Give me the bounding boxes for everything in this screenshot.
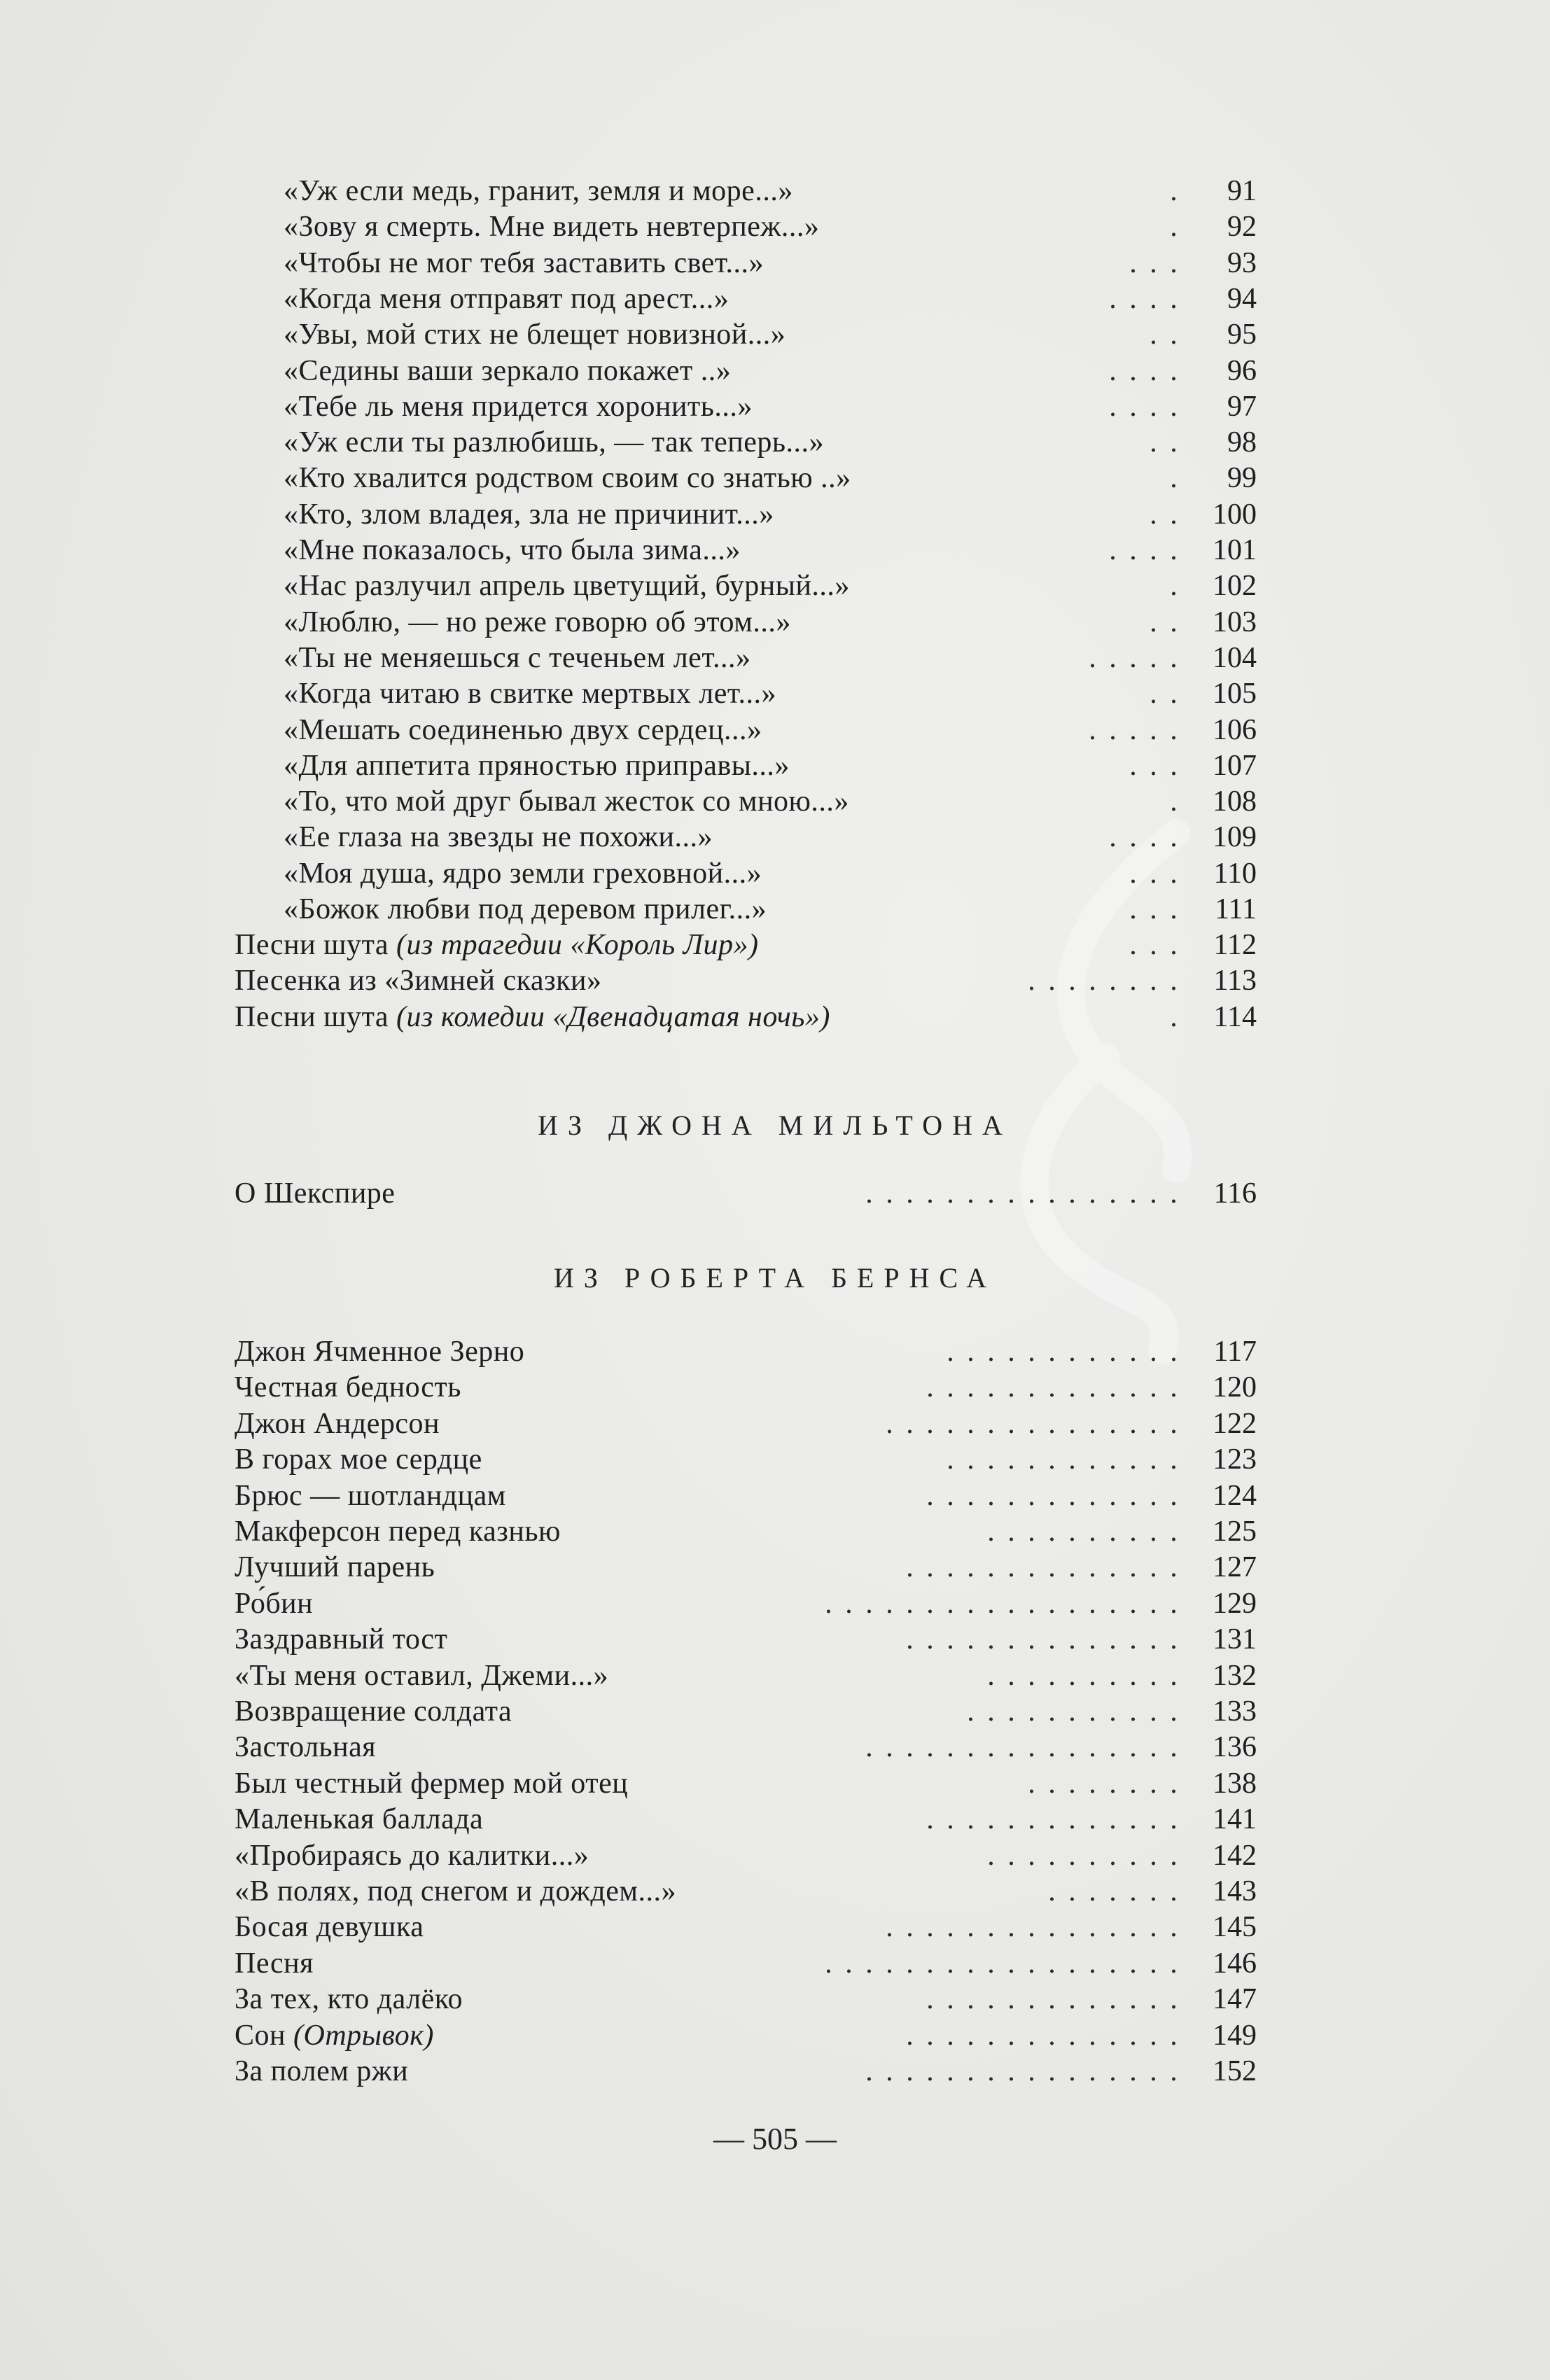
toc-entry-page-number: 116 (1213, 1177, 1257, 1210)
dot-leader: . . . . . . . . . . (987, 1659, 1178, 1692)
toc-entry-title (235, 1478, 506, 1514)
toc-entry-page-number: 105 (1213, 678, 1257, 710)
dot-leader: . (1170, 175, 1178, 207)
dot-leader: . . . . . . . . . . (987, 1839, 1178, 1872)
toc-entry-page-number: 103 (1213, 606, 1257, 638)
toc-entry[interactable] (284, 605, 1257, 640)
toc-entry-title: «Нас разлучил апрель цветущий, бурный...» (284, 570, 850, 603)
toc-entry-title: «Когда читаю в свитке мертвых лет...» (284, 678, 777, 710)
toc-entry[interactable] (235, 2054, 1257, 2090)
toc-entry-title (235, 2018, 434, 2054)
toc-entry[interactable] (235, 1874, 1257, 1910)
toc-entry-page-number: 101 (1213, 534, 1257, 566)
toc-entry-page-number: 122 (1213, 1407, 1257, 1440)
toc-entry-page-number: 132 (1213, 1659, 1257, 1692)
dot-leader: . . (1150, 426, 1178, 459)
toc-entry[interactable] (284, 892, 1257, 927)
toc-entry[interactable] (284, 676, 1257, 712)
toc-entry-title: «Мешать соединенью двух сердец...» (284, 713, 762, 746)
toc-entry-title: «Люблю, — но реже говорю об этом...» (284, 606, 791, 638)
toc-entry-page-number: 152 (1213, 2055, 1257, 2087)
toc-entry-title: О Шекспире (235, 1177, 396, 1210)
toc-entry-title: «Ты не меняешься с теченьем лет...» (284, 641, 751, 674)
toc-entry-title-text: Босая девушка (235, 1911, 424, 1944)
toc-entry-title-text: Джон Андерсон (235, 1407, 440, 1440)
dot-leader: . . . (1129, 857, 1178, 890)
toc-entry-title (235, 1406, 440, 1442)
toc-entry[interactable] (284, 246, 1257, 281)
toc-entry[interactable] (284, 856, 1257, 892)
toc-entry-title-text: Песни шута (235, 1000, 396, 1033)
toc-entry-page-number: 125 (1213, 1516, 1257, 1548)
toc-entry[interactable] (235, 1802, 1257, 1837)
toc-entry-title-text: Честная бедность (235, 1371, 461, 1404)
toc-entry-title (235, 927, 759, 963)
toc-entry[interactable] (284, 533, 1257, 568)
toc-entry-page-number: 111 (1215, 893, 1257, 925)
toc-entry-title-text: Песенка из «Зимней сказки» (235, 965, 602, 997)
toc-entry-page-number: 143 (1213, 1875, 1257, 1907)
toc-entry-page-number: 100 (1213, 498, 1257, 531)
toc-entry-title (235, 1334, 524, 1370)
toc-entry[interactable] (284, 784, 1257, 820)
toc-entry[interactable] (284, 281, 1257, 317)
dot-leader: . . . . . (1089, 713, 1178, 746)
dot-leader: . . . . . (1089, 641, 1178, 674)
toc-entry-title (235, 1730, 376, 1765)
toc-entry-page-number: 124 (1213, 1479, 1257, 1512)
toc-entry-page-number: 136 (1213, 1731, 1257, 1764)
toc-entry-title-text: «Ты меня оставил, Джеми...» (235, 1659, 609, 1692)
dot-leader: . . (1150, 678, 1178, 710)
toc-entry[interactable] (235, 1514, 1257, 1550)
toc-entry-title (235, 1694, 512, 1730)
dot-leader: . . . . . . . . (1028, 1767, 1178, 1800)
toc-entry[interactable] (284, 640, 1257, 676)
dot-leader: . . . . . . . . . . . . (947, 1443, 1178, 1476)
toc-entry[interactable] (235, 1550, 1257, 1586)
toc-entry-page-number: 92 (1227, 211, 1257, 244)
toc-entry[interactable] (284, 497, 1257, 533)
toc-entry[interactable] (284, 425, 1257, 461)
toc-entry-title-italic: (Отрывок) (293, 2019, 434, 2052)
dot-leader: . . . (1129, 246, 1178, 279)
dot-leader: . . . . . . . . . . . . . . . (886, 1911, 1178, 1944)
toc-entry-title-text: Брюс — шотландцам (235, 1479, 506, 1512)
toc-entry-title: «Уж если медь, гранит, земля и море...» (284, 175, 793, 207)
toc-entry-page-number: 109 (1213, 821, 1257, 854)
toc-entry-page-number: 117 (1213, 1336, 1257, 1368)
dot-leader: . . . . . . . . . . . . . . (906, 2019, 1178, 2052)
toc-entry-title-text: Джон Ячменное Зерно (235, 1336, 525, 1368)
dot-leader: . . . . . . . . . . . (967, 1695, 1178, 1728)
toc-entry[interactable] (235, 963, 1257, 999)
dot-leader: . . . . . . . . . . . . . . . . . . (825, 1947, 1178, 1980)
toc-entry-page-number: 145 (1213, 1911, 1257, 1944)
toc-entry-title: «Ее глаза на звезды не похожи...» (284, 821, 713, 854)
toc-entry-title-text: Заздравный тост (235, 1623, 448, 1656)
toc-entry[interactable] (235, 1766, 1257, 1802)
toc-entry-title-text: Возвращение солдата (235, 1695, 512, 1728)
toc-entry-title (235, 1910, 424, 1945)
dot-leader: . (1170, 1000, 1178, 1033)
toc-entry-title: «Кто хвалится родством своим со знатью ..» (284, 462, 851, 495)
toc-entry[interactable] (284, 713, 1257, 748)
dot-leader: . . . . . . . . . . . . . . . . (865, 1731, 1178, 1764)
toc-entry-page-number: 142 (1213, 1839, 1257, 1872)
dot-leader: . . . . . . . . . . . . . (926, 1371, 1178, 1404)
toc-entry-title-text: Был честный фермер мой отец (235, 1767, 629, 1800)
dot-leader: . . . . . . . . . . . . . . (906, 1623, 1178, 1656)
toc-entry[interactable] (235, 1334, 1257, 1370)
toc-entry[interactable] (235, 1838, 1257, 1874)
toc-entry-page-number: 133 (1213, 1695, 1257, 1728)
dot-leader: . . (1150, 318, 1178, 351)
toc-entry-page-number: 131 (1213, 1623, 1257, 1656)
toc-entry-title (235, 1946, 314, 1982)
toc-entry-page-number: 120 (1213, 1371, 1257, 1404)
dot-leader: . . (1150, 498, 1178, 531)
dot-leader: . . . (1129, 929, 1178, 961)
toc-entry-page-number: 141 (1213, 1803, 1257, 1836)
toc-entry-title: «Для аппетита пряностью приправы...» (284, 749, 790, 782)
toc-entry[interactable] (284, 174, 1257, 209)
dot-leader: . (1170, 462, 1178, 495)
dot-leader: . (1170, 570, 1178, 603)
toc-entry-page-number: 127 (1213, 1551, 1257, 1584)
dot-leader: . (1170, 785, 1178, 818)
toc-entry[interactable] (235, 1406, 1257, 1442)
toc-entry-page-number: 110 (1213, 857, 1257, 890)
dot-leader: . . . . . . . . . . . . . (926, 1983, 1178, 2016)
dot-leader: . . . . . . . . . . . . . . . (886, 1407, 1178, 1440)
toc-entry-title: «Чтобы не мог тебя заставить свет...» (284, 246, 764, 279)
dot-leader: . . . . . . . . . . . . (947, 1336, 1178, 1368)
dot-leader: . . . . . . . . . . . . . . . . . . (825, 1587, 1178, 1620)
toc-entry[interactable] (235, 1910, 1257, 1945)
dot-leader: . . . . (1109, 821, 1178, 854)
toc-entry-page-number: 104 (1213, 641, 1257, 674)
toc-entry-page-number: 95 (1227, 318, 1257, 351)
toc-entry-page-number: 138 (1213, 1767, 1257, 1800)
toc-entry[interactable] (284, 820, 1257, 855)
toc-entry-title-text: Песня (235, 1947, 314, 1980)
toc-entry-page-number: 107 (1213, 749, 1257, 782)
toc-entry-title: «Божок любви под деревом прилег...» (284, 893, 767, 925)
toc-entry[interactable] (235, 1478, 1257, 1514)
dot-leader: . . . . . . . (1048, 1875, 1178, 1907)
toc-entry[interactable] (235, 1000, 1257, 1035)
toc-entry-page-number: 114 (1213, 1000, 1257, 1033)
dot-leader: . . . . (1109, 390, 1178, 423)
toc-entry-title: «Уж если ты разлюбишь, — так теперь...» (284, 426, 824, 459)
toc-entry-page-number: 113 (1213, 965, 1257, 997)
toc-entry-page-number: 146 (1213, 1947, 1257, 1980)
toc-entry-title: «Зову я смерть. Мне видеть невтерпеж...» (284, 211, 820, 244)
toc-entry-title: «Тебе ль меня придется хоронить...» (284, 390, 753, 423)
toc-entry-title-italic: (из трагедии «Король Лир») (396, 929, 759, 961)
toc-entry[interactable] (235, 1622, 1257, 1658)
toc-entry[interactable] (284, 317, 1257, 353)
toc-entry[interactable] (284, 354, 1257, 389)
toc-entry-page-number: 149 (1213, 2019, 1257, 2052)
toc-entry-title (235, 1370, 461, 1406)
toc-entry-title: «Моя душа, ядро земли греховной...» (284, 857, 762, 890)
toc-entry[interactable] (284, 568, 1257, 604)
dot-leader: . (1170, 211, 1178, 244)
section-heading-milton: ИЗ ДЖОНА МИЛЬТОНА (538, 1110, 1012, 1141)
toc-entry[interactable] (235, 1982, 1257, 2017)
toc-entry-title: «Увы, мой стих не блещет новизной...» (284, 318, 786, 351)
toc-entry-title (235, 1442, 482, 1478)
toc-entry[interactable] (235, 1586, 1257, 1622)
toc-entry-title (235, 963, 602, 999)
toc-entry[interactable] (235, 2018, 1257, 2054)
toc-entry[interactable] (284, 389, 1257, 425)
toc-entry-title (235, 1586, 313, 1622)
toc-entry[interactable] (235, 1442, 1257, 1478)
toc-entry-page-number: 97 (1227, 390, 1257, 423)
toc-entry-page-number: 147 (1213, 1983, 1257, 2016)
toc-entry-page-number: 102 (1213, 570, 1257, 603)
toc-entry-page-number: 99 (1227, 462, 1257, 495)
toc-entry-title-text: Сон (235, 2019, 293, 2052)
toc-entry[interactable] (284, 461, 1257, 496)
toc-entry-title: «Кто, злом владея, зла не причинит...» (284, 498, 774, 531)
toc-entry-title (235, 1802, 483, 1837)
toc-entry-title (235, 1838, 589, 1874)
toc-entry-title-text: «Пробираясь до калитки...» (235, 1839, 589, 1872)
dot-leader: . . . (1129, 893, 1178, 925)
toc-entry[interactable] (284, 748, 1257, 784)
toc-entry-page-number: 129 (1213, 1587, 1257, 1620)
toc-entry-title (235, 1000, 830, 1035)
toc-entry-title (235, 1658, 608, 1694)
toc-entry[interactable] (235, 1694, 1257, 1730)
toc-entry-title (235, 1514, 561, 1550)
dot-leader: . . . (1129, 749, 1178, 782)
toc-entry-page-number: 98 (1227, 426, 1257, 459)
toc-entry[interactable] (284, 209, 1257, 245)
dot-leader: . . . . . . . . (1028, 965, 1178, 997)
toc-entry-title-text: Ро́бин (235, 1587, 314, 1620)
toc-entry-page-number: 96 (1227, 354, 1257, 387)
dot-leader: . . . . . . . . . . . . . (926, 1479, 1178, 1512)
dot-leader: . . . . . . . . . . . . . (926, 1803, 1178, 1836)
toc-entry-page-number: 91 (1227, 175, 1257, 207)
toc-entry-title-text: «В полях, под снегом и дождем...» (235, 1875, 676, 1907)
toc-entry-page-number: 112 (1213, 929, 1257, 961)
dot-leader: . . . . (1109, 282, 1178, 315)
toc-entry-title: «То, что мой друг бывал жесток со мною...» (284, 785, 849, 818)
toc-entry-title (235, 1550, 435, 1586)
toc-entry-title (235, 1874, 676, 1910)
dot-leader: . . . . (1109, 534, 1178, 566)
toc-entry-title (235, 1982, 463, 2017)
toc-entry-title: «Мне показалось, что была зима...» (284, 534, 741, 566)
toc-entry-page-number: 94 (1227, 282, 1257, 315)
toc-entry-title-text: Застольная (235, 1731, 377, 1764)
toc-entry-page-number: 108 (1213, 785, 1257, 818)
toc-entry-page-number: 106 (1213, 713, 1257, 746)
toc-entry-page-number: 93 (1227, 246, 1257, 279)
dot-leader: . . . . . . . . . . . . . . (906, 1551, 1178, 1584)
section-heading-burns: ИЗ РОБЕРТА БЕРНСА (553, 1262, 997, 1294)
toc-entry-title-italic: (из комедии «Двенадцатая ночь») (396, 1000, 830, 1033)
toc-entry-title-text: Маленькая баллада (235, 1803, 484, 1836)
toc-entry-title-text: Лучший парень (235, 1551, 435, 1584)
toc-entry-title (235, 2054, 408, 2090)
toc-entry[interactable] (235, 1946, 1257, 1982)
toc-entry-title: «Когда меня отправят под арест...» (284, 282, 729, 315)
toc-entry[interactable] (235, 1370, 1257, 1406)
toc-entry-page-number: 123 (1213, 1443, 1257, 1476)
toc-entry[interactable] (235, 1730, 1257, 1765)
dot-leader: . . . . . . . . . . . . . . . . (865, 2055, 1178, 2087)
toc-entry-title-text: За полем ржи (235, 2055, 409, 2087)
toc-entry-title-text: В горах мое сердце (235, 1443, 482, 1476)
toc-entry[interactable] (235, 1658, 1257, 1694)
toc-entry-title-text: Макферсон перед казнью (235, 1516, 561, 1548)
toc-entry-title (235, 1622, 447, 1658)
page-number-footer: — 505 — (713, 2122, 837, 2156)
toc-entry-title-text: Песни шута (235, 929, 396, 961)
dot-leader: . . . . . . . . . . . . . . . . (865, 1177, 1178, 1210)
toc-entry-title-text: За тех, кто далёко (235, 1983, 463, 2016)
toc-entry[interactable] (235, 927, 1257, 963)
toc-entry[interactable] (235, 1176, 1257, 1212)
dot-leader: . . . . . . . . . . (987, 1516, 1178, 1548)
dot-leader: . . (1150, 606, 1178, 638)
toc-entry-title (235, 1766, 628, 1802)
toc-entry-title: «Седины ваши зеркало покажет ..» (284, 354, 732, 387)
dot-leader: . . . . (1109, 354, 1178, 387)
